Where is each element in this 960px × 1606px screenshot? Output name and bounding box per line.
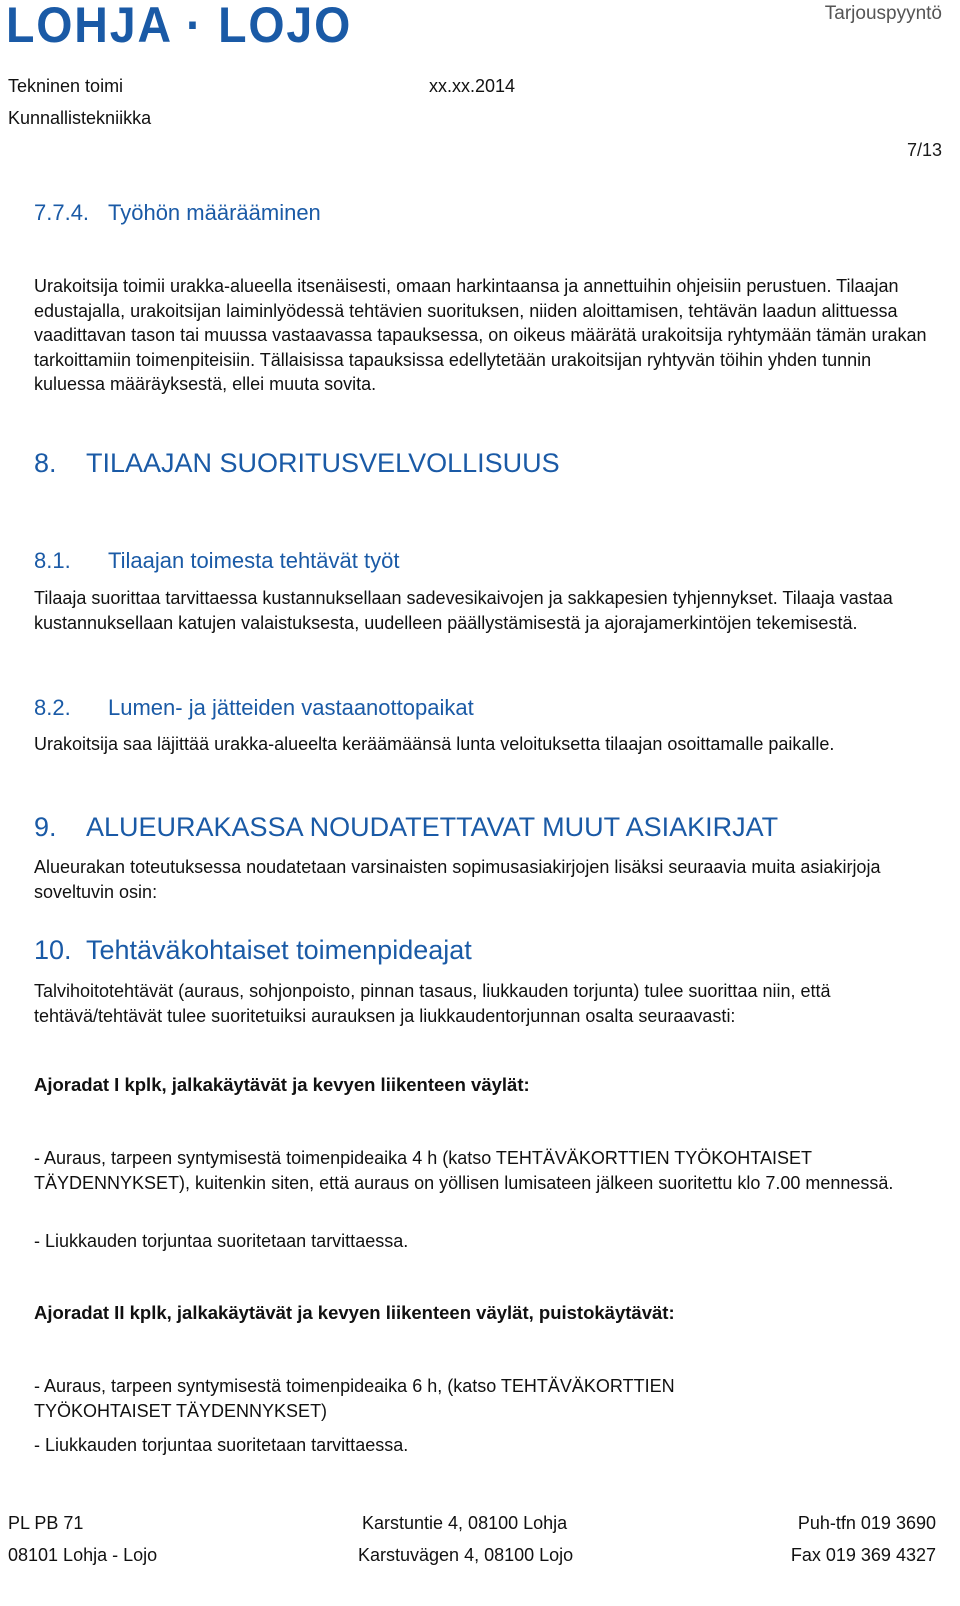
class-2-heading: Ajoradat II kplk, jalkakäytävät ja kevyen liikenteen väylät, puistokäytävät: [34,1302,675,1323]
section-heading-8-2 [34,695,474,721]
section-title: Lumen- ja jätteiden vastaanottopaikat [108,695,474,720]
paragraph-8-1: Tilaaja suorittaa tarvittaessa kustannuksellaan sadevesikaivojen ja sakkapesien tyhjennykset. Tilaaja vastaa kustannuksellaan katujen valaistuksesta, uudelleen päällystämisestä ja ajorajamerkintöjen tekemisestä. [34,588,893,633]
lohja-lojo-logo: LOHJA · LOJO [6,0,353,53]
section-title: Työhön määrääminen [108,200,321,225]
class-2-item-slipperiness: - Liukkauden torjuntaa suoritetaan tarvittaessa. [34,1435,409,1455]
footer-address-sv: Karstuvägen 4, 08100 Lojo [358,1545,574,1565]
section-heading-8 [34,448,560,479]
paragraph-9: Alueurakan toteutuksessa noudatetaan varsinaisten sopimusasiakirjojen lisäksi seuraavia muita asiakirjoja soveltuvin osin: [34,857,881,902]
section-heading-8-1 [34,548,399,574]
class-1-item-slipperiness: - Liukkauden torjuntaa suoritetaan tarvittaessa. [34,1231,409,1251]
footer-po-box: PL PB 71 [8,1513,84,1533]
section-title: Tehtäväkohtaiset toimenpideajat [86,935,472,965]
footer-address-fi: Karstuntie 4, 08100 Lohja [362,1513,568,1533]
section-heading-10 [34,935,472,966]
section-heading-7-7-4 [34,200,321,226]
paragraph-8-2: Urakoitsija saa läjittää urakka-alueelta keräämäänsä lunta veloituksetta tilaajan osoittamalle paikalle. [34,734,835,754]
document-type: Tarjouspyyntö [824,3,942,24]
paragraph-7-7-4: Urakoitsija toimii urakka-alueella itsenäisesti, omaan harkintaansa ja annettuihin ohjeisiin perustuen. Tilaajan edustajalla, urakoitsijan laiminlyödessä tehtävien suorituksen, niiden aloittamisen, tehtävän laadun alittuessa vaadittavan tason tai muussa vastaavassa tapauksessa, on oikeus määrätä urakoitsija ryhtymään tämän urakan tarkoittamiin toimenpiteisiin. Tällaisissa tapauksissa edellytetään urakoitsijan ryhtyvän töihin yhden tunnin kuluessa määräyksestä, ellei muuta sovita. [34,276,927,394]
footer-phone: Puh-tfn 019 3690 [797,1513,936,1533]
section-number: 10. [34,935,72,965]
section-title: TILAAJAN SUORITUSVELVOLLISUUS [86,448,560,478]
footer-fax: Fax 019 369 4327 [790,1545,936,1565]
section-number: 9. [34,812,57,842]
page-number: 7/13 [906,140,942,160]
section-number: 8.1. [34,548,71,573]
section-number: 7.7.4. [34,200,90,225]
section-title: Tilaajan toimesta tehtävät työt [108,548,400,573]
document-date: xx.xx.2014 [429,76,516,96]
paragraph-10: Talvihoitotehtävät (auraus, sohjonpoisto, pinnan tasaus, liukkauden torjunta) tulee suorittaa niin, että tehtävä/tehtävät tulee suoritetuiksi aurauksen ja liukkaudentorjunnan osalta seuraavasti: [34,981,831,1026]
section-heading-9 [34,812,778,843]
section-number: 8.2. [34,695,71,720]
class-1-heading: Ajoradat I kplk, jalkakäytävät ja kevyen liikenteen väylät: [34,1074,530,1095]
section-number: 8. [34,448,57,478]
class-2-item-plowing: - Auraus, tarpeen syntymisestä toimenpideaika 6 h, (katso TEHTÄVÄKORTTIEN TYÖKOHTAISET TÄYDENNYKSET) [34,1376,675,1421]
class-1-item-plowing: - Auraus, tarpeen syntymisestä toimenpideaika 4 h (katso TEHTÄVÄKORTTIEN TYÖKOHTAISET TÄYDENNYKSET), kuitenkin siten, että auraus on yöllisen lumisateen jälkeen suoritettu klo 7.00 mennessä. [34,1148,894,1193]
section-title: ALUEURAKASSA NOUDATETTAVAT MUUT ASIAKIRJAT [86,812,779,842]
department: Tekninen toimi [8,76,124,96]
footer-postal: 08101 Lohja - Lojo [8,1545,158,1565]
unit: Kunnallistekniikka [8,108,152,128]
